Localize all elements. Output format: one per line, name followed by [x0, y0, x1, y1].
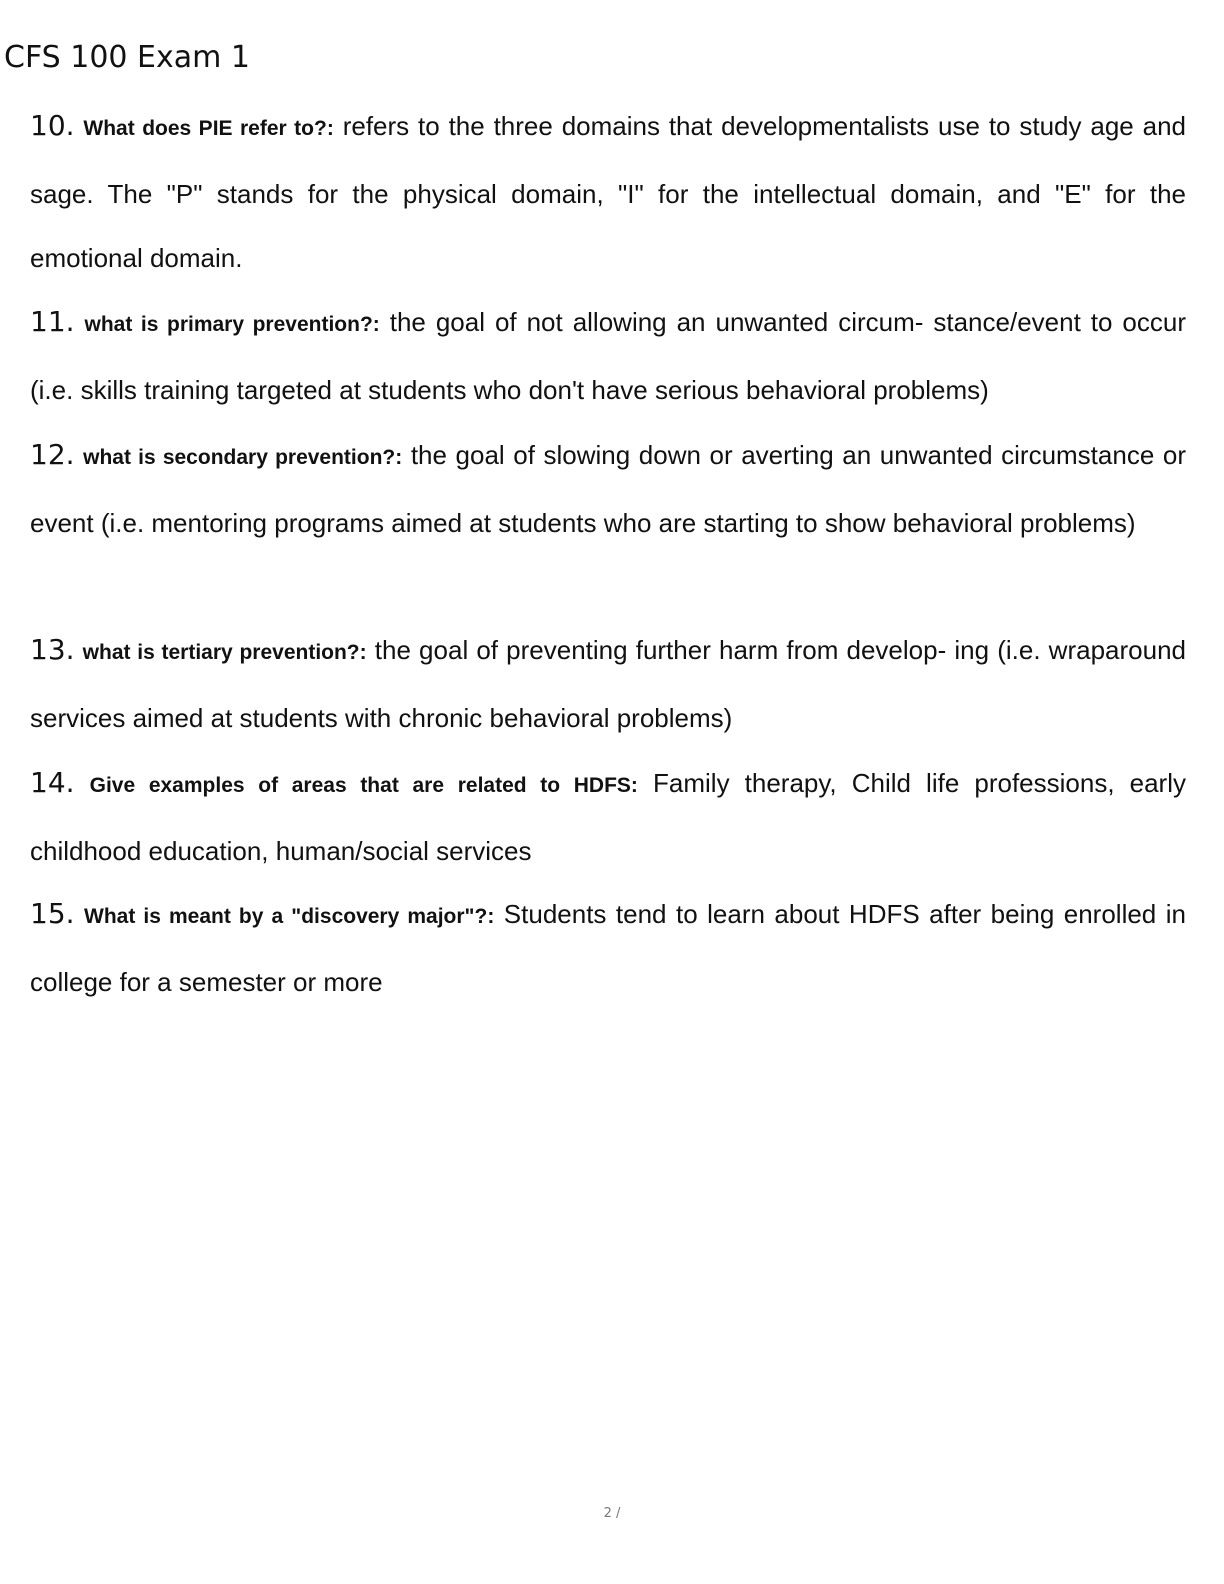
qa-item-11 [30, 290, 1186, 422]
qa-item-10 [30, 94, 1186, 291]
answer-text: the goal of preventing further harm from develop- ing (i.e. wraparound services aimed at students with chronic behavioral problems) [30, 635, 1186, 733]
qa-item-14 [30, 751, 1186, 883]
question-number: 12. [30, 438, 75, 471]
answer-text: refers to the three domains that developmentalists use to study age and sage. The "P" stands for the physical domain, "I" for the intellectual domain, and "E" for the emotional domain. [30, 111, 1187, 273]
page-number: 2 / [603, 1506, 621, 1521]
question-text: what is tertiary prevention?: [82, 641, 367, 664]
answer-text: Family therapy, Child life professions, early childhood education, human/social services [30, 768, 1186, 866]
qa-item-15 [30, 882, 1186, 1014]
qa-item-12 [30, 423, 1186, 555]
answer-text: the goal of slowing down or averting an unwanted circumstance or event (i.e. mentoring programs aimed at students who are starting to show behavioral problems) [30, 440, 1186, 538]
question-number: 11. [30, 305, 75, 338]
question-text: what is secondary prevention?: [83, 446, 403, 469]
question-text: what is primary prevention?: [84, 313, 380, 336]
answer-text: the goal of not allowing an unwanted circum- stance/event to occur (i.e. skills training targeted at students who don't have serious behavioral problems) [30, 307, 1186, 405]
question-text: Give examples of areas that are related to HDFS: [89, 774, 638, 797]
question-text: What is meant by a "discovery major"?: [84, 905, 495, 928]
question-number: 13. [30, 633, 75, 666]
question-text: What does PIE refer to?: [83, 117, 334, 140]
answer-text: Students tend to learn about HDFS after being enrolled in college for a semester or more [30, 899, 1186, 997]
qa-item-13 [30, 618, 1186, 750]
question-number: 14. [30, 766, 75, 799]
document-title: CFS 100 Exam 1 [4, 40, 250, 75]
question-number: 10. [30, 109, 75, 142]
question-number: 15. [30, 897, 75, 930]
